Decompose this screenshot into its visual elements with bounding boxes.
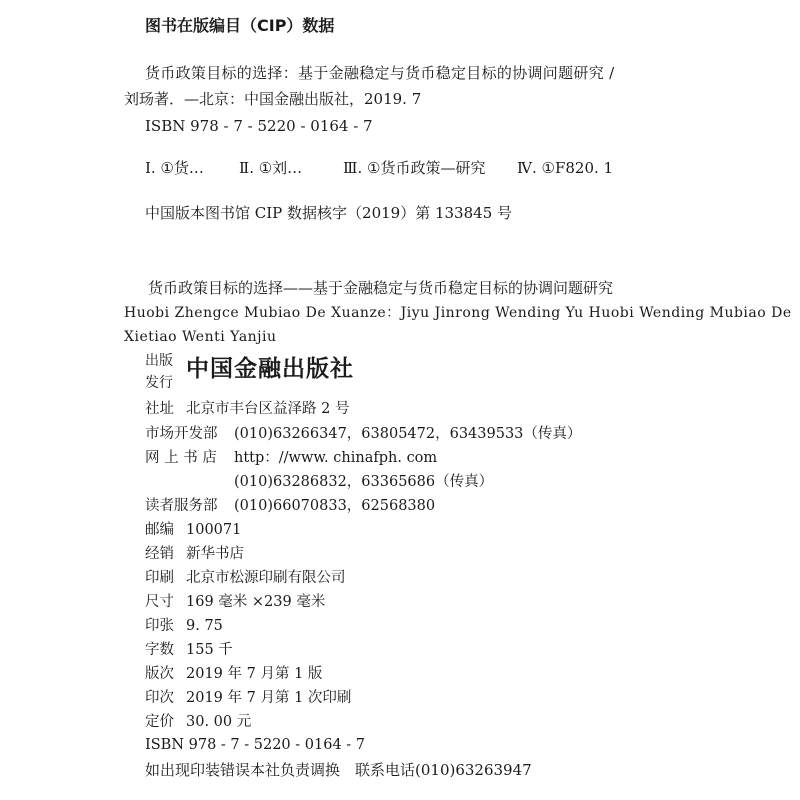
distribute-label: 发行: [145, 375, 173, 391]
price-value: 30. 00 元: [186, 714, 252, 730]
cip-isbn: ISBN 978 - 7 - 5220 - 0164 - 7: [145, 117, 373, 135]
edition-label: 版次: [145, 666, 174, 682]
market-dept-phones: (010)63266347，63805472，63439533（传真）: [234, 426, 582, 442]
price-label: 定价: [145, 714, 174, 730]
sheets-value: 9. 75: [186, 618, 223, 634]
size-label: 尺寸: [145, 594, 174, 610]
cip-author-publisher-line: 刘玚著．—北京：中国金融出版社，2019. 7: [124, 90, 422, 108]
cip-record-number: 中国版本图书馆 CIP 数据核字（2019）第 133845 号: [145, 204, 513, 222]
impression-label: 印次: [145, 690, 174, 706]
reader-service-label: 读者服务部: [145, 498, 218, 514]
address-value: 北京市丰台区益泽路 2 号: [186, 401, 350, 417]
cip-classification-1: Ⅰ. ①货…: [145, 159, 204, 177]
isbn-footer: ISBN 978 - 7 - 5220 - 0164 - 7: [145, 737, 366, 753]
distributor-label: 经销: [145, 546, 174, 562]
distributor-value: 新华书店: [186, 546, 244, 562]
online-shop-url: http：//www. chinafph. com: [234, 450, 438, 466]
reader-service-phones: (010)66070833，62568380: [234, 498, 436, 514]
impression-value: 2019 年 7 月第 1 次印刷: [186, 690, 352, 706]
cip-heading: 图书在版编目（CIP）数据: [145, 16, 335, 35]
sheets-label: 印张: [145, 618, 174, 634]
market-dept-label: 市场开发部: [145, 426, 218, 442]
printer-label: 印刷: [145, 570, 174, 586]
publisher-logo-text: 中国金融出版社: [186, 356, 354, 382]
book-title-chinese: 货币政策目标的选择——基于金融稳定与货币稳定目标的协调问题研究: [148, 279, 614, 297]
online-shop-phones: (010)63286832，63365686（传真）: [234, 474, 494, 490]
address-label: 社址: [145, 401, 174, 417]
word-count-label: 字数: [145, 642, 174, 658]
postcode-value: 100071: [186, 522, 242, 538]
misprint-notice: 如出现印装错误本社负责调换 联系电话(010)63263947: [145, 761, 532, 779]
cip-classification-2: Ⅱ. ①刘…: [239, 159, 303, 177]
book-title-pinyin-line2: Xietiao Wenti Yanjiu: [124, 329, 277, 345]
edition-value: 2019 年 7 月第 1 版: [186, 666, 323, 682]
cip-title-line: 货币政策目标的选择：基于金融稳定与货币稳定目标的协调问题研究 /: [145, 64, 615, 82]
online-shop-label: 网 上 书 店: [145, 450, 217, 466]
printer-value: 北京市松源印刷有限公司: [186, 570, 346, 586]
cip-classification-3: Ⅲ. ①货币政策—研究: [343, 159, 486, 177]
book-title-pinyin-line1: Huobi Zhengce Mubiao De Xuanze：Jiyu Jinrong Wending Yu Huobi Wending Mubiao De: [124, 305, 792, 321]
size-value: 169 毫米 ×239 毫米: [186, 594, 326, 610]
postcode-label: 邮编: [145, 522, 174, 538]
publish-label: 出版: [145, 353, 173, 369]
word-count-value: 155 千: [186, 642, 233, 658]
cip-classification-4: Ⅳ. ①F820. 1: [517, 159, 614, 177]
